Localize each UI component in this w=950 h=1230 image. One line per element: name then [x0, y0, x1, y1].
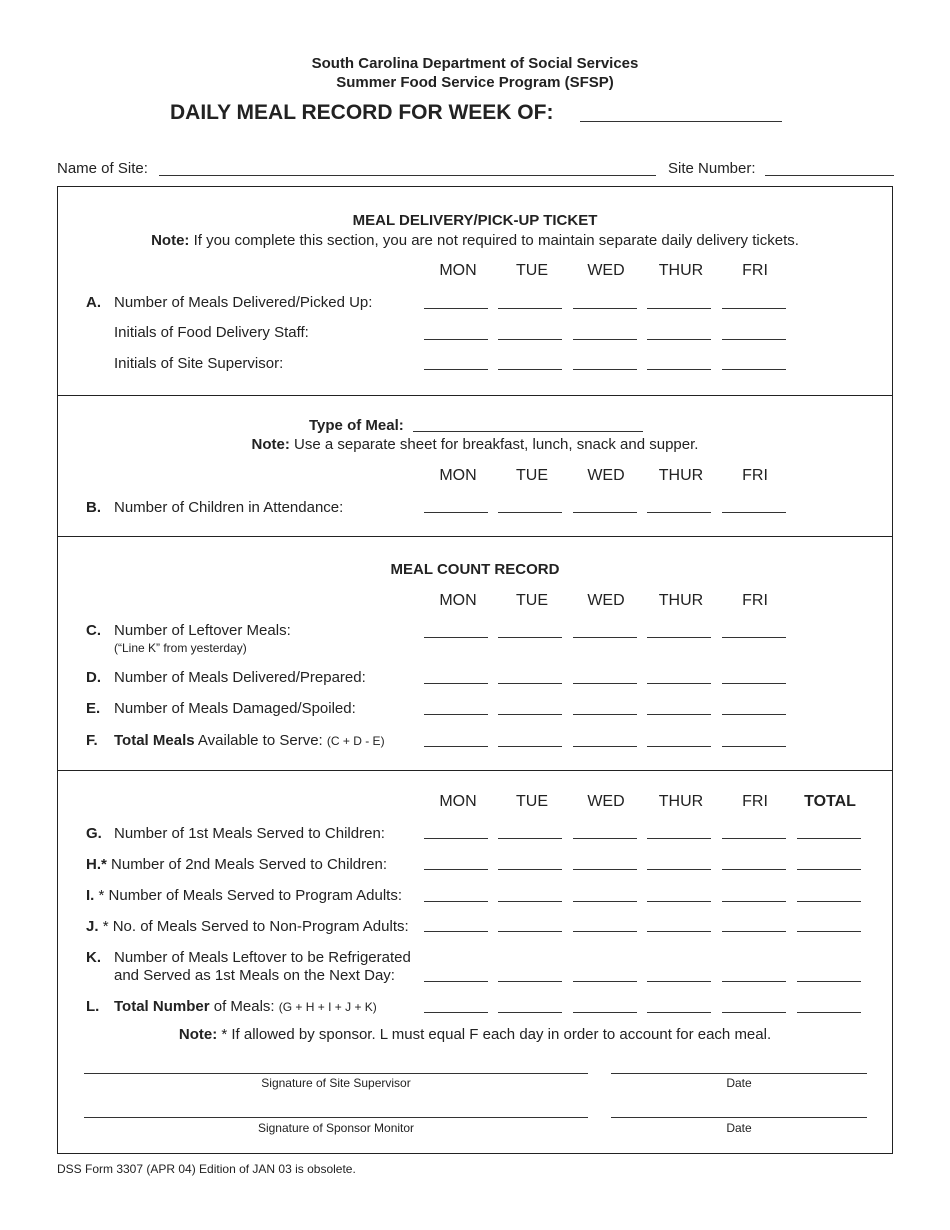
day-entry-field[interactable] — [722, 746, 786, 747]
served-note: Note: * If allowed by sponsor. L must equal F each day in order to account for each meal. — [178, 1026, 772, 1043]
row-d-label: D. Number of Meals Delivered/Prepared: — [86, 669, 366, 686]
day-entry-field[interactable] — [573, 931, 637, 932]
row-a-label: A. Number of Meals Delivered/Picked Up: — [86, 294, 373, 311]
monitor-date-label: Date — [726, 1121, 752, 1135]
day-entry-field[interactable] — [424, 869, 488, 870]
ticket-note: Note: If you complete this section, you are not required to maintain separate daily delivery tickets. — [151, 232, 799, 249]
day-label: THUR — [658, 592, 704, 609]
row-c-sublabel: (“Line K” from yesterday) — [114, 641, 247, 655]
day-entry-field[interactable] — [573, 714, 637, 715]
day-entry-field[interactable] — [722, 869, 786, 870]
day-entry-field[interactable] — [498, 637, 562, 638]
day-entry-field[interactable] — [424, 901, 488, 902]
monitor-signature-label: Signature of Sponsor Monitor — [257, 1121, 415, 1135]
site-name-label: Name of Site: — [57, 160, 148, 177]
total-entry-field[interactable] — [797, 1012, 861, 1013]
day-label: TUE — [516, 262, 548, 279]
day-entry-field[interactable] — [647, 869, 711, 870]
day-entry-field[interactable] — [424, 838, 488, 839]
day-entry-field[interactable] — [498, 339, 562, 340]
day-entry-field[interactable] — [573, 1012, 637, 1013]
delivery-staff-label: Initials of Food Delivery Staff: — [114, 324, 309, 341]
meal-type-label: Type of Meal: — [309, 417, 404, 434]
total-entry-field[interactable] — [797, 981, 861, 982]
day-label: FRI — [742, 793, 768, 810]
day-label: FRI — [742, 262, 768, 279]
day-entry-field[interactable] — [573, 901, 637, 902]
day-entry-field[interactable] — [498, 683, 562, 684]
supervisor-signature-label: Signature of Site Supervisor — [261, 1076, 411, 1090]
row-h-label: H.* Number of 2nd Meals Served to Children: — [86, 856, 387, 873]
day-entry-field[interactable] — [573, 512, 637, 513]
day-label: MON — [439, 592, 477, 609]
day-entry-field[interactable] — [424, 931, 488, 932]
day-label: FRI — [742, 592, 768, 609]
day-entry-field[interactable] — [647, 369, 711, 370]
day-entry-field[interactable] — [722, 931, 786, 932]
row-l-label: L. Total Number of Meals: (G + H + I + J + K) — [86, 998, 377, 1015]
day-entry-field[interactable] — [498, 931, 562, 932]
count-title: MEAL COUNT RECORD — [390, 561, 560, 578]
day-entry-field[interactable] — [647, 308, 711, 309]
day-entry-field[interactable] — [647, 339, 711, 340]
total-entry-field[interactable] — [797, 869, 861, 870]
total-label: TOTAL — [804, 793, 856, 810]
row-k-label: K. Number of Meals Leftover to be Refrigerated — [86, 949, 411, 966]
day-entry-field[interactable] — [722, 714, 786, 715]
week-of-field[interactable] — [580, 121, 782, 122]
row-e-label: E. Number of Meals Damaged/Spoiled: — [86, 700, 356, 717]
day-entry-field[interactable] — [647, 1012, 711, 1013]
supervisor-signature-field[interactable] — [84, 1073, 588, 1074]
day-label: WED — [587, 467, 625, 484]
form-title: DAILY MEAL RECORD FOR WEEK OF: — [170, 101, 554, 124]
day-entry-field[interactable] — [573, 339, 637, 340]
day-entry-field[interactable] — [498, 869, 562, 870]
day-entry-field[interactable] — [498, 746, 562, 747]
program-name: Summer Food Service Program (SFSP) — [336, 74, 614, 91]
day-entry-field[interactable] — [573, 746, 637, 747]
day-entry-field[interactable] — [424, 308, 488, 309]
day-label: TUE — [516, 793, 548, 810]
total-entry-field[interactable] — [797, 931, 861, 932]
day-entry-field[interactable] — [498, 1012, 562, 1013]
day-label: MON — [439, 262, 477, 279]
day-entry-field[interactable] — [647, 931, 711, 932]
supervisor-date-field[interactable] — [611, 1073, 867, 1074]
day-entry-field[interactable] — [573, 838, 637, 839]
day-entry-field[interactable] — [424, 637, 488, 638]
day-label: TUE — [516, 592, 548, 609]
site-supervisor-label: Initials of Site Supervisor: — [114, 355, 284, 372]
meal-type-field[interactable] — [413, 431, 643, 432]
day-entry-field[interactable] — [647, 838, 711, 839]
section-divider — [57, 395, 893, 396]
row-j-label: J. * No. of Meals Served to Non-Program Adults: — [86, 918, 409, 935]
row-c-label: C. Number of Leftover Meals: — [86, 622, 291, 639]
row-i-label: I. * Number of Meals Served to Program Adults: — [86, 887, 402, 904]
day-entry-field[interactable] — [722, 901, 786, 902]
day-entry-field[interactable] — [573, 869, 637, 870]
day-label: WED — [587, 793, 625, 810]
day-entry-field[interactable] — [424, 714, 488, 715]
total-entry-field[interactable] — [797, 838, 861, 839]
day-entry-field[interactable] — [647, 512, 711, 513]
day-entry-field[interactable] — [424, 746, 488, 747]
day-entry-field[interactable] — [647, 637, 711, 638]
total-entry-field[interactable] — [797, 901, 861, 902]
day-entry-field[interactable] — [424, 512, 488, 513]
day-entry-field[interactable] — [647, 714, 711, 715]
day-label: MON — [439, 467, 477, 484]
day-entry-field[interactable] — [722, 1012, 786, 1013]
day-label: FRI — [742, 467, 768, 484]
day-entry-field[interactable] — [722, 683, 786, 684]
day-label: WED — [587, 262, 625, 279]
day-entry-field[interactable] — [498, 369, 562, 370]
day-label: THUR — [658, 467, 704, 484]
day-entry-field[interactable] — [498, 901, 562, 902]
org-name: South Carolina Department of Social Services — [311, 55, 639, 72]
day-entry-field[interactable] — [722, 308, 786, 309]
monitor-signature-field[interactable] — [84, 1117, 588, 1118]
section-divider — [57, 770, 893, 771]
row-g-label: G. Number of 1st Meals Served to Children: — [86, 825, 385, 842]
day-entry-field[interactable] — [424, 339, 488, 340]
day-label: THUR — [658, 793, 704, 810]
day-entry-field[interactable] — [722, 637, 786, 638]
site-number-field[interactable] — [765, 175, 894, 176]
day-label: TUE — [516, 467, 548, 484]
day-entry-field[interactable] — [647, 683, 711, 684]
day-entry-field[interactable] — [573, 981, 637, 982]
day-entry-field[interactable] — [424, 1012, 488, 1013]
day-entry-field[interactable] — [573, 369, 637, 370]
ticket-title: MEAL DELIVERY/PICK-UP TICKET — [352, 212, 598, 229]
monitor-date-field[interactable] — [611, 1117, 867, 1118]
day-entry-field[interactable] — [424, 369, 488, 370]
day-label: WED — [587, 592, 625, 609]
meal-type-note: Note: Use a separate sheet for breakfast, lunch, snack and supper. — [251, 436, 699, 453]
day-entry-field[interactable] — [424, 683, 488, 684]
day-entry-field[interactable] — [722, 512, 786, 513]
row-b-label: B. Number of Children in Attendance: — [86, 499, 344, 516]
day-entry-field[interactable] — [498, 981, 562, 982]
site-name-field[interactable] — [159, 175, 656, 176]
day-entry-field[interactable] — [573, 308, 637, 309]
supervisor-date-label: Date — [726, 1076, 752, 1090]
row-k-label-continued: and Served as 1st Meals on the Next Day: — [114, 967, 395, 984]
day-label: THUR — [658, 262, 704, 279]
day-entry-field[interactable] — [647, 981, 711, 982]
day-entry-field[interactable] — [722, 369, 786, 370]
day-entry-field[interactable] — [722, 339, 786, 340]
day-entry-field[interactable] — [722, 981, 786, 982]
day-entry-field[interactable] — [424, 981, 488, 982]
day-entry-field[interactable] — [498, 308, 562, 309]
section-divider — [57, 536, 893, 537]
day-entry-field[interactable] — [647, 901, 711, 902]
day-entry-field[interactable] — [647, 746, 711, 747]
day-entry-field[interactable] — [498, 714, 562, 715]
row-f-label: F. Total Meals Available to Serve: (C + D - E) — [86, 732, 385, 749]
form-footer: DSS Form 3307 (APR 04) Edition of JAN 03 is obsolete. — [57, 1162, 356, 1176]
day-entry-field[interactable] — [722, 838, 786, 839]
day-entry-field[interactable] — [573, 683, 637, 684]
day-entry-field[interactable] — [498, 838, 562, 839]
site-number-label: Site Number: — [668, 160, 756, 177]
day-label: MON — [439, 793, 477, 810]
day-entry-field[interactable] — [573, 637, 637, 638]
day-entry-field[interactable] — [498, 512, 562, 513]
